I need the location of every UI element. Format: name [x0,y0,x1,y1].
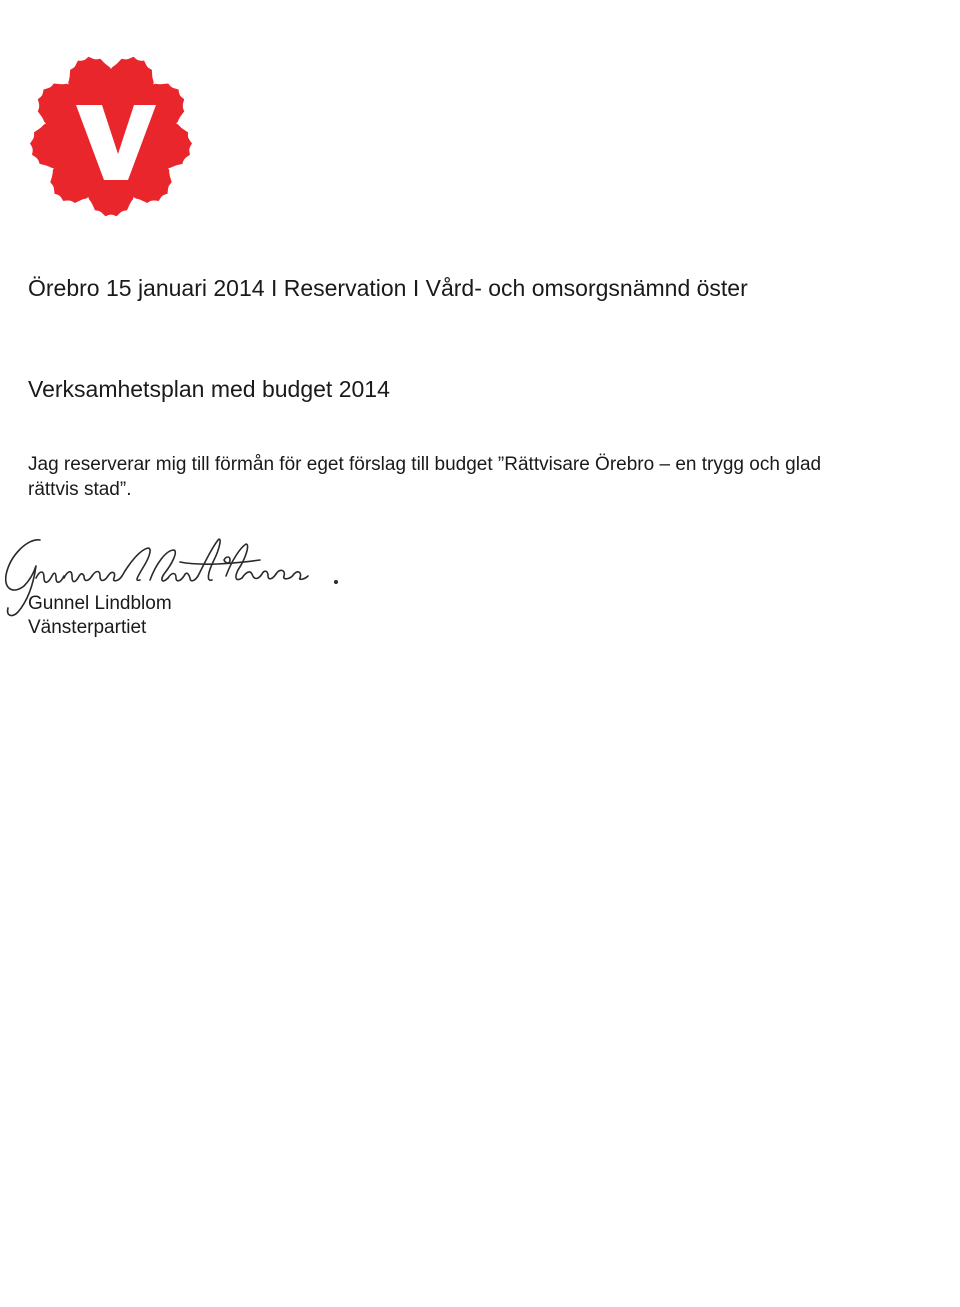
carnation-v-icon [26,50,196,220]
signer-party: Vänsterpartiet [28,617,147,638]
document-heading: Örebro 15 januari 2014 I Reservation I Vård- och omsorgsnämnd öster [28,275,748,301]
signer-name: Gunnel Lindblom [28,593,172,614]
reservation-text: Jag reserverar mig till förmån för eget förslag till budget ”Rättvisare Örebro – en trygg och glad rättvis stad”. [28,454,822,500]
document-subheading: Verksamhetsplan med budget 2014 [28,376,390,402]
party-logo [26,50,196,220]
